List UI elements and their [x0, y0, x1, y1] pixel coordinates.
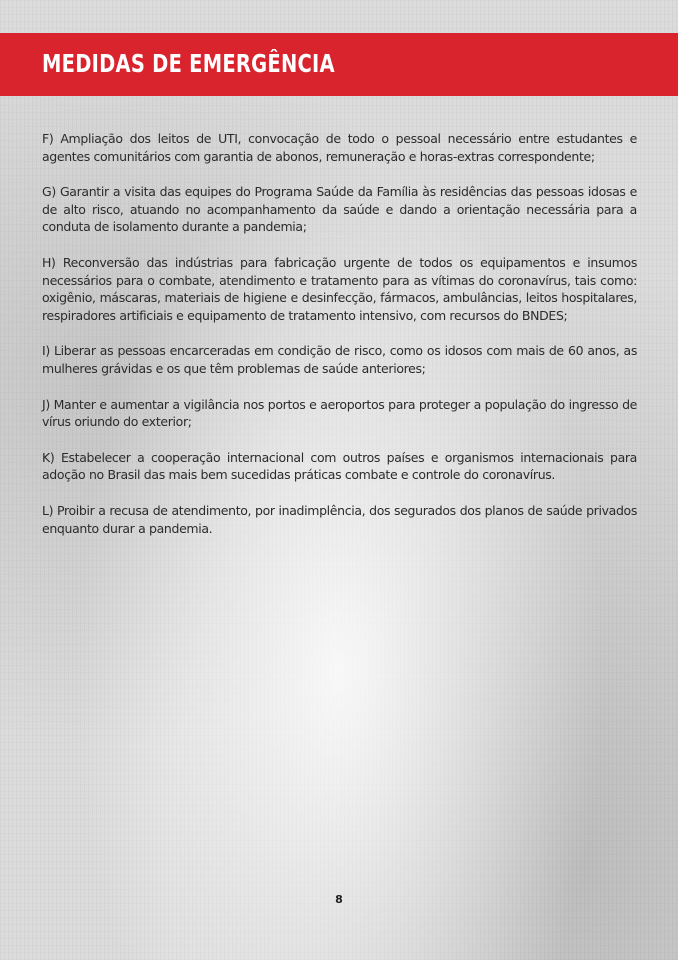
- paragraph-k: K) Estabelecer a cooperação internacional com outros países e organismos internacionais para adoção no Brasil das mais bem sucedidas práticas combate e controle do coronavírus.: [42, 449, 637, 483]
- page-title: MEDIDAS DE EMERGÊNCIA: [42, 49, 335, 78]
- paragraph-f: F) Ampliação dos leitos de UTI, convocação de todo o pessoal necessário entre estudantes e agentes comunitários com garantia de abonos, remuneração e horas-extras correspondente;: [42, 131, 637, 164]
- paragraph-j: J) Manter e aumentar a vigilância nos portos e aeroportos para proteger a população do ingresso de vírus oriundo do exterior;: [42, 396, 637, 430]
- paragraph-g: G) Garantir a visita das equipes do Programa Saúde da Família às residências das pessoas idosas e de alto risco, atuando no acompanhamento da saúde e dando a orientação necessária para a conduta de isolamento durante a pandemia;: [42, 184, 637, 235]
- paragraph-h: H) Reconversão das indústrias para fabricação urgente de todos os equipamentos e insumos necessários para o combate, atendimento e tratamento para as vítimas do coronavírus, tais como: oxigênio, máscaras, materiais de higiene e desinfecção, fármacos, ambulâncias, leitos hospitalares, respiradores artificiais e equipamento de tratamento intensivo, com recursos do BNDES;: [42, 254, 637, 323]
- body-content: [42, 130, 637, 555]
- page-number: 8: [335, 893, 343, 906]
- paragraph-i: I) Liberar as pessoas encarceradas em condição de risco, como os idosos com mais de 60 anos, as mulheres grávidas e os que têm problemas de saúde anteriores;: [42, 343, 637, 376]
- paragraph-l: L) Proibir a recusa de atendimento, por inadimplência, dos segurados dos planos de saúde privados enquanto durar a pandemia.: [42, 502, 637, 536]
